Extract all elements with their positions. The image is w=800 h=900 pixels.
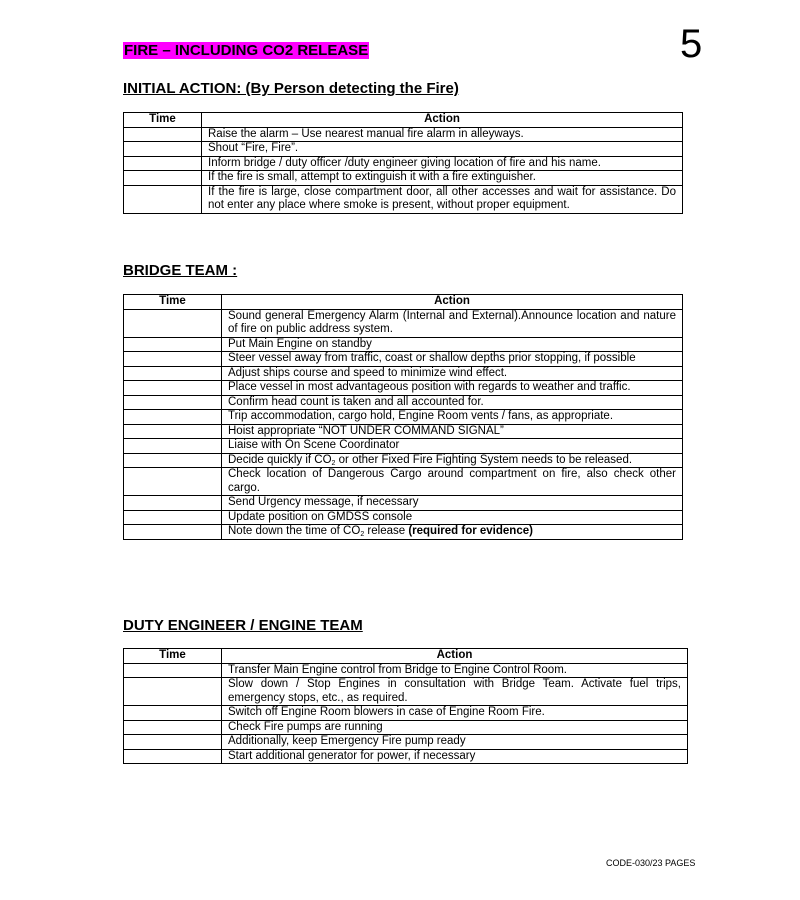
action-cell: Raise the alarm – Use nearest manual fire alarm in alleyways. bbox=[202, 127, 683, 142]
time-cell bbox=[124, 468, 222, 496]
action-cell: Confirm head count is taken and all accounted for. bbox=[222, 395, 683, 410]
time-cell bbox=[124, 410, 222, 425]
table-row bbox=[124, 510, 683, 525]
action-cell bbox=[222, 525, 683, 540]
action-cell: Liaise with On Scene Coordinator bbox=[222, 439, 683, 454]
time-cell bbox=[124, 156, 202, 171]
time-cell bbox=[124, 424, 222, 439]
duty-engineer-table bbox=[123, 648, 688, 764]
bridge-team-table bbox=[123, 294, 683, 540]
action-column-header: Action bbox=[222, 649, 688, 664]
time-cell bbox=[124, 381, 222, 396]
action-column-header: Action bbox=[202, 113, 683, 128]
time-cell bbox=[124, 735, 222, 750]
table-row bbox=[124, 720, 688, 735]
time-cell bbox=[124, 395, 222, 410]
time-cell bbox=[124, 678, 222, 706]
action-text: Note down the time of CO bbox=[228, 525, 361, 537]
table-row bbox=[124, 663, 688, 678]
action-cell: Start additional generator for power, if necessary bbox=[222, 749, 688, 764]
table-row bbox=[124, 381, 683, 396]
time-cell bbox=[124, 142, 202, 157]
table-row bbox=[124, 337, 683, 352]
time-cell bbox=[124, 496, 222, 511]
time-column-header: Time bbox=[124, 295, 222, 310]
table-row bbox=[124, 395, 683, 410]
time-cell bbox=[124, 366, 222, 381]
time-cell bbox=[124, 337, 222, 352]
table-row bbox=[124, 468, 683, 496]
time-column-header: Time bbox=[124, 649, 222, 664]
action-cell: Additionally, keep Emergency Fire pump ready bbox=[222, 735, 688, 750]
table-row bbox=[124, 366, 683, 381]
action-cell: Slow down / Stop Engines in consultation with Bridge Team. Activate fuel trips, emergency stops, etc., as required. bbox=[222, 678, 688, 706]
time-cell bbox=[124, 453, 222, 468]
action-cell: Send Urgency message, if necessary bbox=[222, 496, 683, 511]
table-row bbox=[124, 706, 688, 721]
footer-page-code: CODE-030/23 PAGES bbox=[606, 858, 696, 868]
action-cell: Place vessel in most advantageous position with regards to weather and traffic. bbox=[222, 381, 683, 396]
action-cell: Transfer Main Engine control from Bridge to Engine Control Room. bbox=[222, 663, 688, 678]
table-row bbox=[124, 410, 683, 425]
section-heading-duty-engineer: DUTY ENGINEER / ENGINE TEAM bbox=[123, 617, 363, 634]
table-row bbox=[124, 735, 688, 750]
time-cell bbox=[124, 127, 202, 142]
action-cell: Hoist appropriate “NOT UNDER COMMAND SIGNAL” bbox=[222, 424, 683, 439]
time-cell bbox=[124, 749, 222, 764]
table-row bbox=[124, 156, 683, 171]
subscript: 2 bbox=[360, 531, 365, 538]
time-cell bbox=[124, 352, 222, 367]
action-cell: Update position on GMDSS console bbox=[222, 510, 683, 525]
action-cell: If the fire is large, close compartment door, all other accesses and wait for assistance. Do not enter any place where smoke is present, without proper equipment. bbox=[202, 185, 683, 213]
table-row bbox=[124, 309, 683, 337]
emphasis-text: (required for evidence) bbox=[408, 525, 533, 537]
table-row bbox=[124, 352, 683, 367]
table-row bbox=[124, 496, 683, 511]
document-title: FIRE – INCLUDING CO2 RELEASE bbox=[124, 42, 369, 59]
table-row bbox=[124, 171, 683, 186]
time-column-header: Time bbox=[124, 113, 202, 128]
table-row bbox=[124, 525, 683, 540]
page-number: 5 bbox=[680, 22, 703, 66]
time-cell bbox=[124, 510, 222, 525]
time-cell bbox=[124, 720, 222, 735]
action-cell bbox=[222, 453, 683, 468]
time-cell bbox=[124, 663, 222, 678]
table-row bbox=[124, 678, 688, 706]
table-row bbox=[124, 185, 683, 213]
action-cell: Inform bridge / duty officer /duty engineer giving location of fire and his name. bbox=[202, 156, 683, 171]
table-row bbox=[124, 749, 688, 764]
time-cell bbox=[124, 706, 222, 721]
action-text: release bbox=[364, 525, 409, 537]
action-cell: Shout “Fire, Fire”. bbox=[202, 142, 683, 157]
table-row bbox=[124, 127, 683, 142]
table-row bbox=[124, 453, 683, 468]
table-row bbox=[124, 424, 683, 439]
action-cell: If the fire is small, attempt to extinguish it with a fire extinguisher. bbox=[202, 171, 683, 186]
subscript: 2 bbox=[331, 459, 336, 467]
action-cell: Put Main Engine on standby bbox=[222, 337, 683, 352]
table-row bbox=[124, 439, 683, 454]
action-cell: Sound general Emergency Alarm (Internal and External).Announce location and nature of fire on public address system. bbox=[222, 309, 683, 337]
action-cell: Check location of Dangerous Cargo around compartment on fire, also check other cargo. bbox=[222, 468, 683, 496]
action-cell: Adjust ships course and speed to minimize wind effect. bbox=[222, 366, 683, 381]
action-text: or other Fixed Fire Fighting System needs to be released. bbox=[335, 453, 633, 466]
initial-action-table bbox=[123, 112, 683, 214]
action-cell: Check Fire pumps are running bbox=[222, 720, 688, 735]
action-cell: Switch off Engine Room blowers in case of Engine Room Fire. bbox=[222, 706, 688, 721]
time-cell bbox=[124, 171, 202, 186]
action-cell: Steer vessel away from traffic, coast or shallow depths prior stopping, if possible bbox=[222, 352, 683, 367]
time-cell bbox=[124, 439, 222, 454]
section-heading-initial-action: INITIAL ACTION: (By Person detecting the Fire) bbox=[123, 80, 459, 97]
table-row bbox=[124, 142, 683, 157]
section-heading-bridge-team: BRIDGE TEAM : bbox=[123, 262, 238, 279]
action-cell: Trip accommodation, cargo hold, Engine Room vents / fans, as appropriate. bbox=[222, 410, 683, 425]
time-cell bbox=[124, 525, 222, 540]
action-text: Decide quickly if CO bbox=[228, 453, 332, 466]
action-column-header: Action bbox=[222, 295, 683, 310]
time-cell bbox=[124, 185, 202, 213]
time-cell bbox=[124, 309, 222, 337]
